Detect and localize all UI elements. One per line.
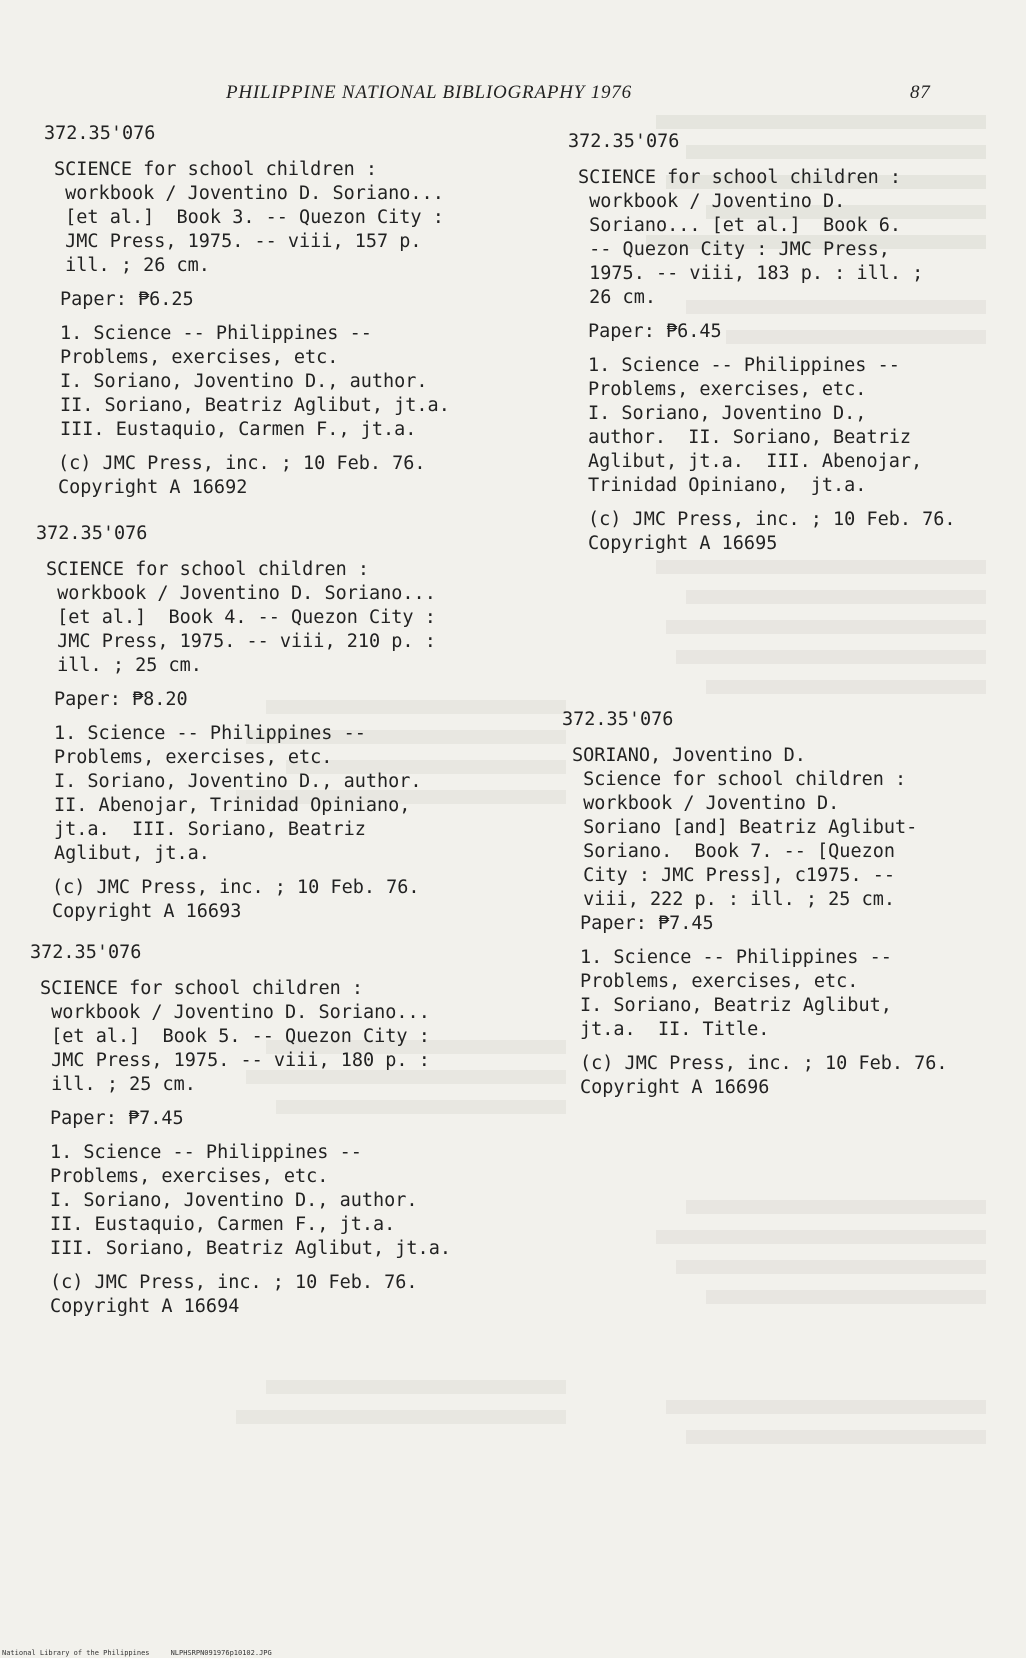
copyright-line: (c) JMC Press, inc. ; 10 Feb. 76.: [588, 509, 956, 530]
entry-line: Soriano [and] Beatriz Aglibut-: [572, 817, 918, 838]
subject-line: Problems, exercises, etc.: [60, 347, 339, 368]
price: Paper: ₱7.45: [50, 1108, 184, 1129]
scan-footer: National Library of the Philippines NLPHSRPN091976p10102.JPG: [2, 1649, 272, 1657]
subject-line: Problems, exercises, etc.: [50, 1166, 329, 1187]
class-number: 372.35'076: [562, 709, 674, 730]
subject-line: I. Soriano, Beatriz Aglibut,: [580, 995, 892, 1016]
subject-line: Aglibut, jt.a. III. Abenojar,: [588, 451, 923, 472]
entry-line: viii, 222 p. : ill. ; 25 cm.: [572, 889, 896, 910]
entry-line: SORIANO, Joventino D.: [572, 745, 806, 766]
entry-line: Soriano... [et al.] Book 6.: [578, 215, 902, 236]
price: Paper: ₱8.20: [54, 689, 188, 710]
class-number: 372.35'076: [44, 123, 156, 144]
subject-line: I. Soriano, Joventino D., author.: [60, 371, 428, 392]
subject-line: 1. Science -- Philippines --: [54, 723, 366, 744]
entry-line: SCIENCE for school children :: [46, 559, 370, 580]
subject-line: I. Soriano, Joventino D.,: [588, 403, 867, 424]
running-title: PHILIPPINE NATIONAL BIBLIOGRAPHY 1976: [226, 82, 632, 103]
entry-line: SCIENCE for school children :: [578, 167, 902, 188]
entry-line: 26 cm.: [578, 287, 656, 308]
entry-line: ill. ; 25 cm.: [46, 655, 202, 676]
entry-line: JMC Press, 1975. -- viii, 157 p.: [54, 231, 422, 252]
copyright-line: Copyright A 16695: [588, 533, 778, 554]
entry-line: [et al.] Book 4. -- Quezon City :: [46, 607, 436, 628]
subject-line: 1. Science -- Philippines --: [580, 947, 892, 968]
entry-line: SCIENCE for school children :: [40, 978, 364, 999]
copyright-line: Copyright A 16696: [580, 1077, 770, 1098]
catalog-entry: [30, 941, 451, 1319]
entry-line: workbook / Joventino D. Soriano...: [54, 183, 444, 204]
entry-line: [et al.] Book 5. -- Quezon City :: [40, 1026, 430, 1047]
entry-line: ill. ; 26 cm.: [54, 255, 210, 276]
subject-line: II. Abenojar, Trinidad Opiniano,: [54, 795, 411, 816]
catalog-entry: [562, 708, 948, 1100]
price: Paper: ₱7.45: [580, 913, 714, 934]
price: Paper: ₱6.25: [60, 289, 194, 310]
subject-line: II. Soriano, Beatriz Aglibut, jt.a.: [60, 395, 450, 416]
entry-line: workbook / Joventino D.: [578, 191, 846, 212]
copyright-line: Copyright A 16692: [58, 477, 248, 498]
copyright-line: (c) JMC Press, inc. ; 10 Feb. 76.: [52, 877, 420, 898]
copyright-line: (c) JMC Press, inc. ; 10 Feb. 76.: [580, 1053, 948, 1074]
page-number: 87: [910, 82, 931, 103]
subject-line: I. Soriano, Joventino D., author.: [50, 1190, 418, 1211]
entry-line: JMC Press, 1975. -- viii, 210 p. :: [46, 631, 436, 652]
subject-line: III. Soriano, Beatriz Aglibut, jt.a.: [50, 1238, 451, 1259]
entry-line: 1975. -- viii, 183 p. : ill. ;: [578, 263, 924, 284]
class-number: 372.35'076: [36, 523, 148, 544]
class-number: 372.35'076: [30, 942, 142, 963]
class-number: 372.35'076: [568, 131, 680, 152]
copyright-line: (c) JMC Press, inc. ; 10 Feb. 76.: [58, 453, 426, 474]
entry-line: SCIENCE for school children :: [54, 159, 378, 180]
copyright-line: Copyright A 16693: [52, 901, 242, 922]
catalog-entry: [44, 122, 450, 500]
subject-line: jt.a. II. Title.: [580, 1019, 770, 1040]
entry-line: City : JMC Press], c1975. --: [572, 865, 896, 886]
subject-line: II. Eustaquio, Carmen F., jt.a.: [50, 1214, 396, 1235]
subject-line: 1. Science -- Philippines --: [588, 355, 900, 376]
subject-line: Problems, exercises, etc.: [580, 971, 859, 992]
entry-line: Soriano. Book 7. -- [Quezon: [572, 841, 896, 862]
entry-line: workbook / Joventino D. Soriano...: [40, 1002, 430, 1023]
entry-line: JMC Press, 1975. -- viii, 180 p. :: [40, 1050, 430, 1071]
subject-line: Trinidad Opiniano, jt.a.: [588, 475, 867, 496]
subject-line: 1. Science -- Philippines --: [60, 323, 372, 344]
subject-line: jt.a. III. Soriano, Beatriz: [54, 819, 366, 840]
entry-line: [et al.] Book 3. -- Quezon City :: [54, 207, 444, 228]
entry-line: workbook / Joventino D. Soriano...: [46, 583, 436, 604]
entry-line: -- Quezon City : JMC Press,: [578, 239, 890, 260]
copyright-line: Copyright A 16694: [50, 1296, 240, 1317]
subject-line: Problems, exercises, etc.: [54, 747, 333, 768]
catalog-entry: [568, 130, 956, 556]
subject-line: III. Eustaquio, Carmen F., jt.a.: [60, 419, 417, 440]
copyright-line: (c) JMC Press, inc. ; 10 Feb. 76.: [50, 1272, 418, 1293]
subject-line: Problems, exercises, etc.: [588, 379, 867, 400]
entry-line: workbook / Joventino D.: [572, 793, 840, 814]
subject-line: 1. Science -- Philippines --: [50, 1142, 362, 1163]
subject-line: I. Soriano, Joventino D., author.: [54, 771, 422, 792]
subject-line: Aglibut, jt.a.: [54, 843, 210, 864]
catalog-entry: [36, 522, 436, 924]
subject-line: author. II. Soriano, Beatriz: [588, 427, 912, 448]
entry-line: ill. ; 25 cm.: [40, 1074, 196, 1095]
price: Paper: ₱6.45: [588, 321, 722, 342]
entry-line: Science for school children :: [572, 769, 907, 790]
